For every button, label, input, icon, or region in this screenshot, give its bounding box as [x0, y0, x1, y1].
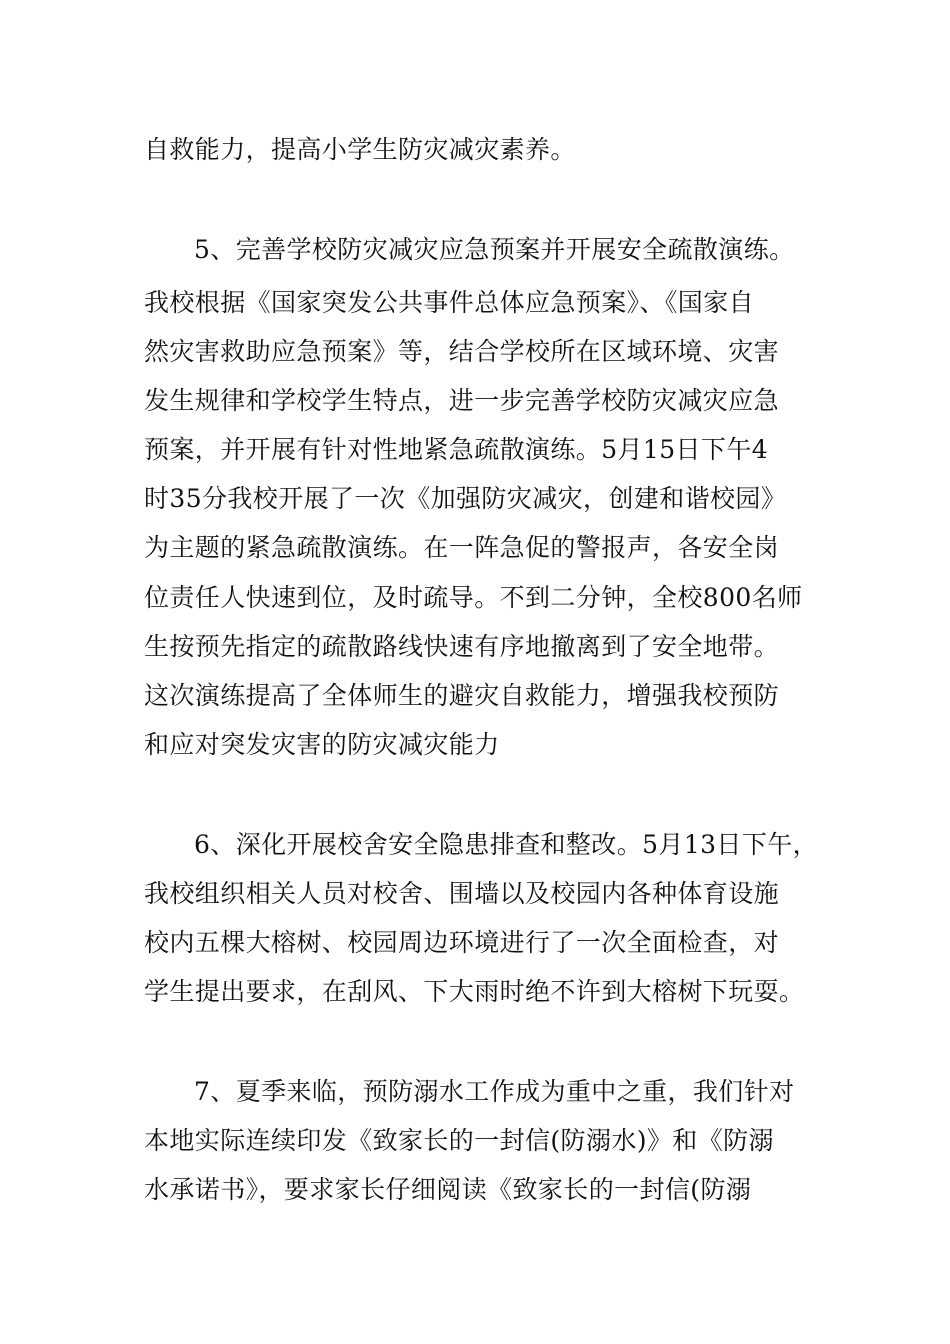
paragraph-line: 本地实际连续印发《致家长的一封信(防溺水)》和《防溺	[144, 1126, 774, 1155]
paragraph-line: 时35分我校开展了一次《加强防灾减灾，创建和谐校园》	[144, 484, 787, 513]
paragraph-heading-5: 5、完善学校防灾减灾应急预案并开展安全疏散演练。	[194, 235, 795, 264]
paragraph-line: 我校组织相关人员对校舍、围墙以及校园内各种体育设施	[144, 879, 780, 908]
paragraph-heading-6: 6、深化开展校舍安全隐患排查和整改。5月13日下午，	[194, 830, 819, 859]
paragraph-line: 发生规律和学校学生特点，进一步完善学校防灾减灾应急	[144, 386, 780, 415]
paragraph-line: 预案，并开展有针对性地紧急疏散演练。5月15日下午4	[144, 435, 769, 464]
paragraph-line: 这次演练提高了全体师生的避灾自救能力，增强我校预防	[144, 681, 780, 710]
paragraph-line: 位责任人快速到位，及时疏导。不到二分钟，全校800名师	[144, 583, 803, 612]
paragraph-line: 生按预先指定的疏散路线快速有序地撤离到了安全地带。	[144, 632, 780, 661]
paragraph-line: 校内五棵大榕树、校园周边环境进行了一次全面检查，对	[144, 928, 780, 957]
paragraph-line: 为主题的紧急疏散演练。在一阵急促的警报声，各安全岗	[144, 533, 780, 562]
paragraph-heading-7: 7、夏季来临，预防溺水工作成为重中之重，我们针对	[194, 1077, 795, 1106]
paragraph-line: 然灾害救助应急预案》等，结合学校所在区域环境、灾害	[144, 337, 780, 366]
paragraph-line: 自救能力，提高小学生防灾减灾素养。	[144, 135, 576, 164]
paragraph-line: 水承诺书》，要求家长仔细阅读《致家长的一封信(防溺	[144, 1175, 752, 1204]
paragraph-line: 我校根据《国家突发公共事件总体应急预案》、《国家自	[144, 288, 755, 317]
paragraph-line: 和应对突发灾害的防灾减灾能力	[144, 730, 500, 759]
paragraph-line: 学生提出要求，在刮风、下大雨时绝不许到大榕树下玩耍。	[144, 977, 805, 1006]
